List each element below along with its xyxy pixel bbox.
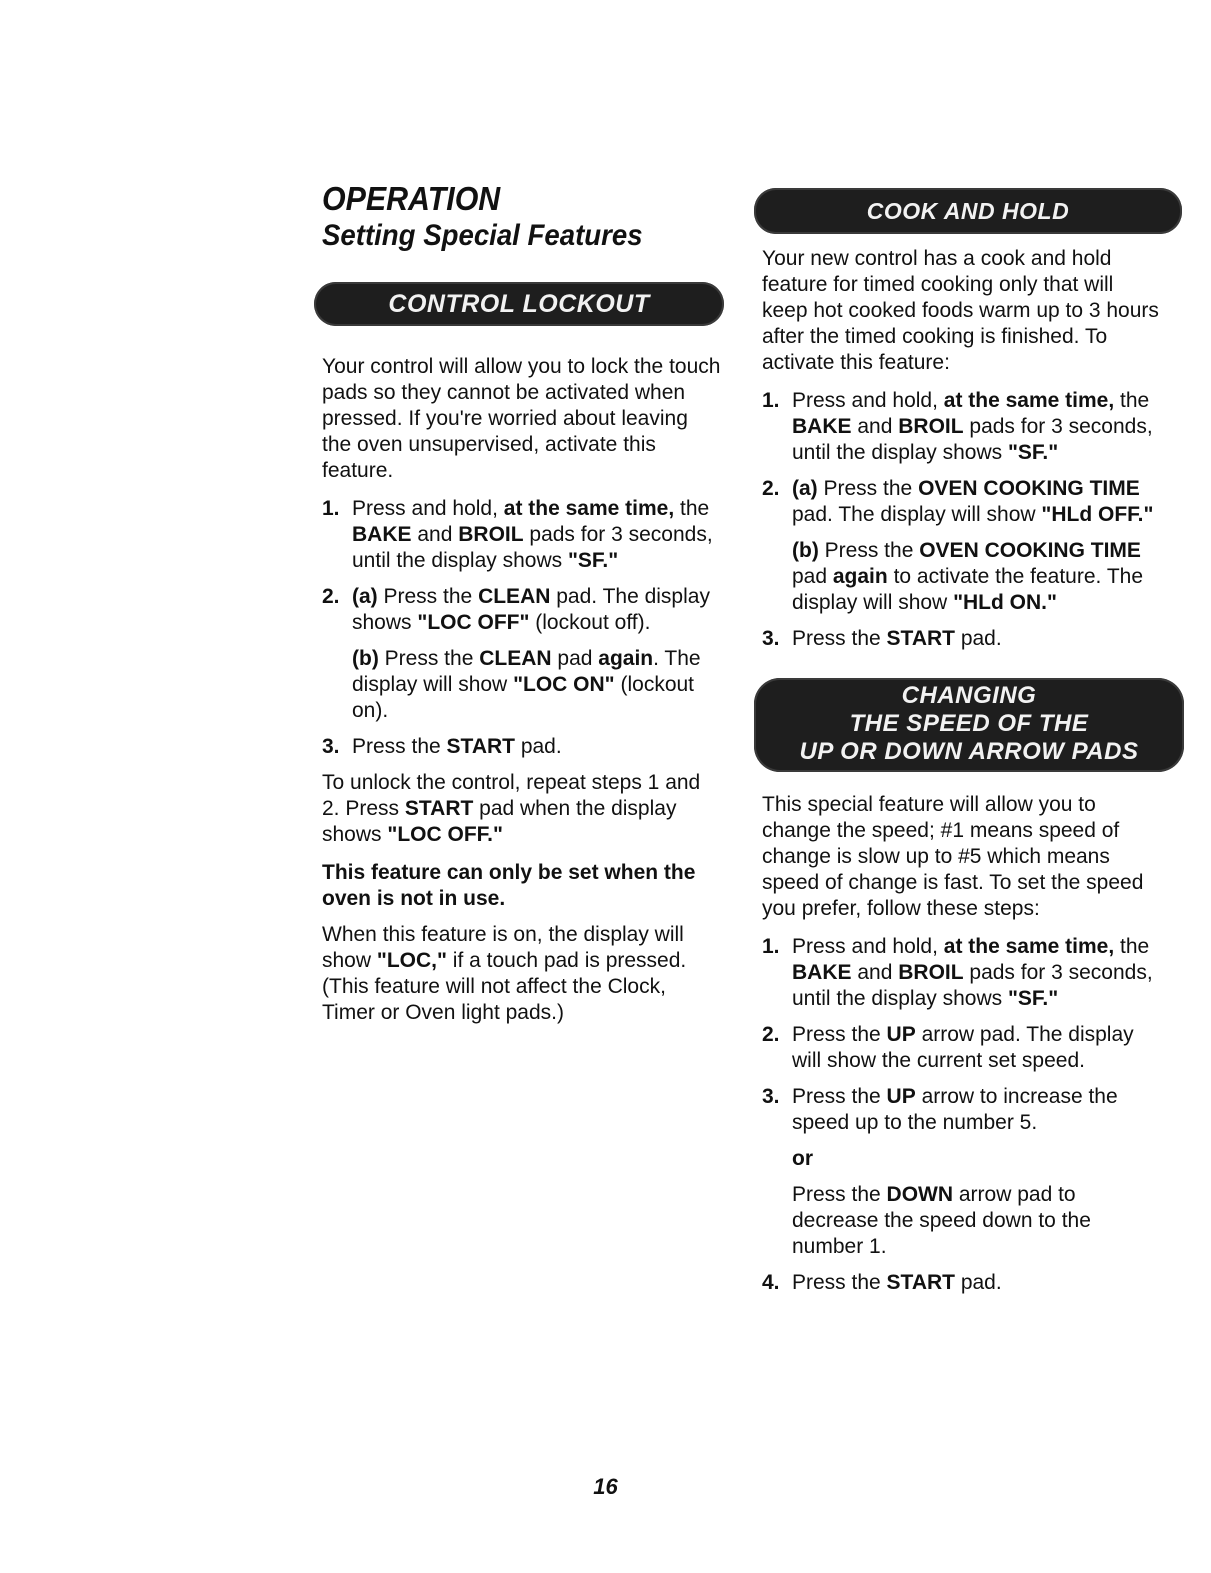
substep-label: (b) xyxy=(352,647,379,670)
right-column xyxy=(762,188,1162,1306)
step-text: Press the xyxy=(792,1271,887,1294)
arrow-speed-banner xyxy=(754,678,1184,772)
display-text: "LOC ON" xyxy=(513,673,615,696)
step-text: pad xyxy=(551,647,599,670)
step-text: Press the xyxy=(378,647,480,670)
cookhold-step-3 xyxy=(762,626,1162,652)
lockout-intro: Your control will allow you to lock the touch pads so they cannot be activated when pressed. If you're worried about leaving the oven unsupervised, activate this feature. xyxy=(322,355,721,482)
step-text: Press the xyxy=(792,1085,887,1108)
para-text: if a touch pad is pressed. (This feature will not affect the Clock, Timer or Oven light pads.) xyxy=(322,949,687,1024)
step-text: pads for 3 seconds, until the display shows xyxy=(792,415,1153,464)
pad-name: START xyxy=(886,627,955,650)
pad-name: CLEAN xyxy=(478,585,551,608)
speed-step-3-or xyxy=(792,1146,1162,1172)
pad-name: START xyxy=(886,1271,955,1294)
or-label: or xyxy=(792,1147,813,1170)
speed-step-3-down xyxy=(792,1182,1162,1260)
speed-step-4 xyxy=(762,1270,1162,1296)
pad-name: START xyxy=(446,735,515,758)
speed-step-3 xyxy=(762,1084,1162,1260)
pad-name: BROIL xyxy=(458,523,524,546)
step-text: pad. xyxy=(954,1271,1002,1294)
cookhold-intro: Your new control has a cook and hold feature for timed cooking only that will keep hot cooked foods warm up to 3 hours after the timed cooking is finished. To activate this feature: xyxy=(762,247,1159,374)
speed-intro: This special feature will allow you to change the speed; #1 means speed of change is slow up to #5 which means speed of change is fast. To set the speed you prefer, follow these steps: xyxy=(762,793,1144,920)
step-text: arrow to increase the speed up to the number 5. xyxy=(792,1085,1118,1134)
step-text: pad. xyxy=(954,627,1002,650)
step-number: 1. xyxy=(762,935,780,958)
step-text: Press and hold, xyxy=(792,935,944,958)
page-title: Setting Special Features xyxy=(322,219,643,252)
substep-label: (a) xyxy=(352,585,378,608)
section-title: OPERATION xyxy=(322,180,501,217)
lockout-step-2a xyxy=(352,584,722,636)
cookhold-step-1 xyxy=(762,388,1162,466)
substep-label: (b) xyxy=(792,539,819,562)
speed-step-2 xyxy=(762,1022,1162,1074)
speed-step-1 xyxy=(762,934,1162,1012)
step-number: 2. xyxy=(762,1023,780,1046)
step-text: arrow pad. The display will show the current set speed. xyxy=(792,1023,1134,1072)
display-text: "HLd OFF." xyxy=(1041,503,1154,526)
step-text: pads for 3 seconds, until the display shows xyxy=(352,523,713,572)
pad-name: BROIL xyxy=(898,415,964,438)
step-number: 3. xyxy=(322,735,340,758)
step-number: 2. xyxy=(322,585,340,608)
display-text: "SF." xyxy=(567,549,619,572)
display-text: "HLd ON." xyxy=(953,591,1057,614)
step-text: Press and hold, xyxy=(792,389,944,412)
display-text: "LOC," xyxy=(376,949,447,972)
pad-name: CLEAN xyxy=(479,647,552,670)
para-text: pad when the display shows xyxy=(322,797,677,846)
step-text: the xyxy=(1114,389,1150,412)
step-text: . The display will show xyxy=(352,647,701,696)
cookhold-step-2b xyxy=(792,538,1162,616)
pad-name: BAKE xyxy=(792,415,852,438)
control-lockout-banner: CONTROL LOCKOUT xyxy=(314,282,724,326)
lockout-unlock xyxy=(322,770,722,848)
speed-step-3-up xyxy=(792,1084,1162,1136)
lockout-step-2 xyxy=(322,584,722,724)
display-text: "SF." xyxy=(1007,441,1059,464)
para-text: When this feature is on, the display will show xyxy=(322,923,684,972)
pad-name: BAKE xyxy=(352,523,412,546)
pad-name: OVEN COOKING TIME xyxy=(919,539,1141,562)
step-text: Press the xyxy=(818,539,920,562)
lockout-step-1 xyxy=(322,496,722,574)
para-text: To unlock the control, repeat steps 1 and 2. Press xyxy=(322,771,701,820)
lockout-note: This feature can only be set when the oven is not in use. xyxy=(322,861,696,910)
left-column xyxy=(322,180,722,1038)
step-text: Press the xyxy=(352,735,447,758)
cookhold-step-2 xyxy=(762,476,1162,616)
step-emphasis: at the same time, xyxy=(503,497,675,520)
step-text: and xyxy=(851,415,899,438)
step-number: 4. xyxy=(762,1271,780,1294)
step-text: (lockout off). xyxy=(529,611,651,634)
display-text: "LOC OFF." xyxy=(387,823,503,846)
pad-name: UP xyxy=(886,1023,916,1046)
step-text: Press the xyxy=(792,1183,887,1206)
page-number: 16 xyxy=(593,1474,618,1499)
step-emphasis: at the same time, xyxy=(943,935,1115,958)
step-number: 3. xyxy=(762,627,780,650)
step-text: pads for 3 seconds, until the display shows xyxy=(792,961,1153,1010)
step-text: pad xyxy=(792,565,833,588)
step-emphasis: again xyxy=(598,647,654,670)
step-emphasis: at the same time, xyxy=(943,389,1115,412)
pad-name: BAKE xyxy=(792,961,852,984)
step-text: arrow pad to decrease the speed down to the number 1. xyxy=(792,1183,1091,1258)
step-text: pad. The display shows xyxy=(352,585,710,634)
step-text: and xyxy=(411,523,459,546)
step-text: Press the xyxy=(792,627,887,650)
display-text: "LOC OFF" xyxy=(417,611,530,634)
display-text: "SF." xyxy=(1007,987,1059,1010)
step-text: Press the xyxy=(792,1023,887,1046)
pad-name: BROIL xyxy=(898,961,964,984)
banner-line: CHANGING xyxy=(901,682,1037,709)
substep-label: (a) xyxy=(792,477,818,500)
step-text: Press and hold, xyxy=(352,497,504,520)
step-number: 2. xyxy=(762,477,780,500)
banner-line: THE SPEED OF THE xyxy=(849,710,1089,737)
lockout-when xyxy=(322,922,722,1026)
pad-name: UP xyxy=(886,1085,916,1108)
step-text: Press the xyxy=(817,477,919,500)
step-number: 1. xyxy=(762,389,780,412)
step-number: 3. xyxy=(762,1085,780,1108)
pad-name: START xyxy=(404,797,474,820)
step-text: pad. xyxy=(514,735,562,758)
step-text: the xyxy=(674,497,710,520)
lockout-step-2b xyxy=(352,646,722,724)
step-text: (lockout on). xyxy=(352,673,695,722)
pad-name: DOWN xyxy=(886,1183,954,1206)
step-text: Press the xyxy=(377,585,479,608)
step-emphasis: again xyxy=(832,565,888,588)
banner-line: UP OR DOWN ARROW PADS xyxy=(799,738,1139,765)
step-text: to activate the feature. The display will show xyxy=(792,565,1144,614)
lockout-step-3 xyxy=(322,734,722,760)
step-text: pad. The display will show xyxy=(792,503,1042,526)
step-text: and xyxy=(851,961,899,984)
cookhold-step-2a xyxy=(792,476,1162,528)
pad-name: OVEN COOKING TIME xyxy=(918,477,1140,500)
step-text: the xyxy=(1114,935,1150,958)
step-number: 1. xyxy=(322,497,340,520)
cook-and-hold-banner: COOK AND HOLD xyxy=(754,188,1182,234)
